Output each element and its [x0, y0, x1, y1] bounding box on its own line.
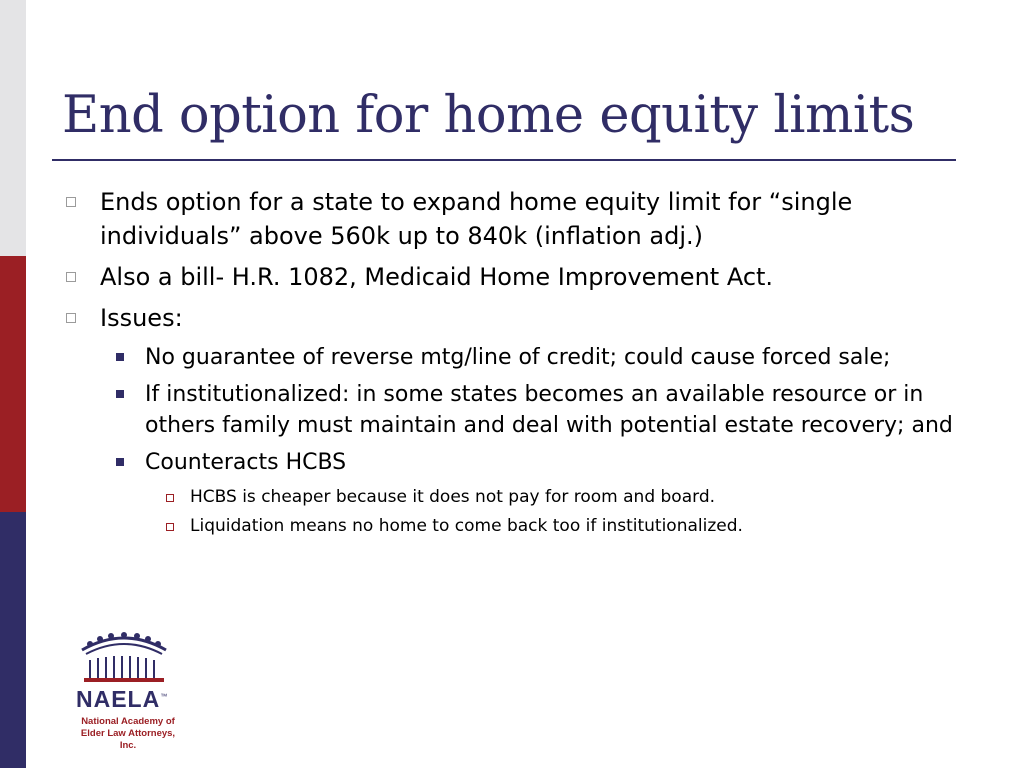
bullet-level-1 — [62, 301, 962, 335]
filled-square-bullet-icon — [116, 353, 124, 361]
bullet-level-1 — [62, 185, 962, 253]
naela-logo — [76, 630, 186, 750]
bullet-level-2 — [62, 379, 962, 441]
bullet-text: Ends option for a state to expand home equity limit for “single individuals” above 560k up to 840k (inflation adj.) — [100, 188, 853, 250]
hollow-square-bullet-icon — [66, 313, 76, 323]
capitol-dome-icon — [76, 630, 172, 686]
logo-wordmark — [76, 686, 168, 713]
bullet-text: Issues: — [100, 304, 183, 332]
bullet-text: HCBS is cheaper because it does not pay for room and board. — [190, 487, 716, 507]
logo-subtitle — [76, 716, 180, 752]
bullet-level-3 — [62, 513, 962, 539]
logo-name-text: NAELA — [76, 686, 161, 712]
title-underline — [52, 159, 956, 161]
logo-subtitle-line-2: Elder Law Attorneys, Inc. — [80, 728, 176, 751]
bullet-level-2 — [62, 342, 962, 373]
small-hollow-square-bullet-icon — [166, 494, 174, 502]
bullet-text: Counteracts HCBS — [145, 450, 347, 475]
sidebar-grey-segment — [0, 0, 26, 256]
bullet-text: Also a bill- H.R. 1082, Medicaid Home Improvement Act. — [100, 263, 774, 291]
bullet-level-3 — [62, 484, 962, 510]
sidebar-red-segment — [0, 256, 26, 512]
bullet-level-1 — [62, 260, 962, 294]
slide-body — [62, 185, 962, 542]
bullet-text: If institutionalized: in some states becomes an available resource or in others family must maintain and deal with potential estate recovery; and — [145, 382, 953, 438]
bullet-text: Liquidation means no home to come back too if institutionalized. — [190, 516, 743, 536]
hollow-square-bullet-icon — [66, 197, 76, 207]
logo-subtitle-line-1: National Academy of — [81, 716, 175, 727]
slide-title: End option for home equity limits — [62, 86, 915, 145]
filled-square-bullet-icon — [116, 390, 124, 398]
hollow-square-bullet-icon — [66, 272, 76, 282]
trademark-mark: ™ — [160, 693, 169, 701]
bullet-text: No guarantee of reverse mtg/line of credit; could cause forced sale; — [145, 345, 891, 370]
filled-square-bullet-icon — [116, 458, 124, 466]
sidebar-navy-segment — [0, 512, 26, 768]
small-hollow-square-bullet-icon — [166, 523, 174, 531]
bullet-level-2 — [62, 447, 962, 478]
